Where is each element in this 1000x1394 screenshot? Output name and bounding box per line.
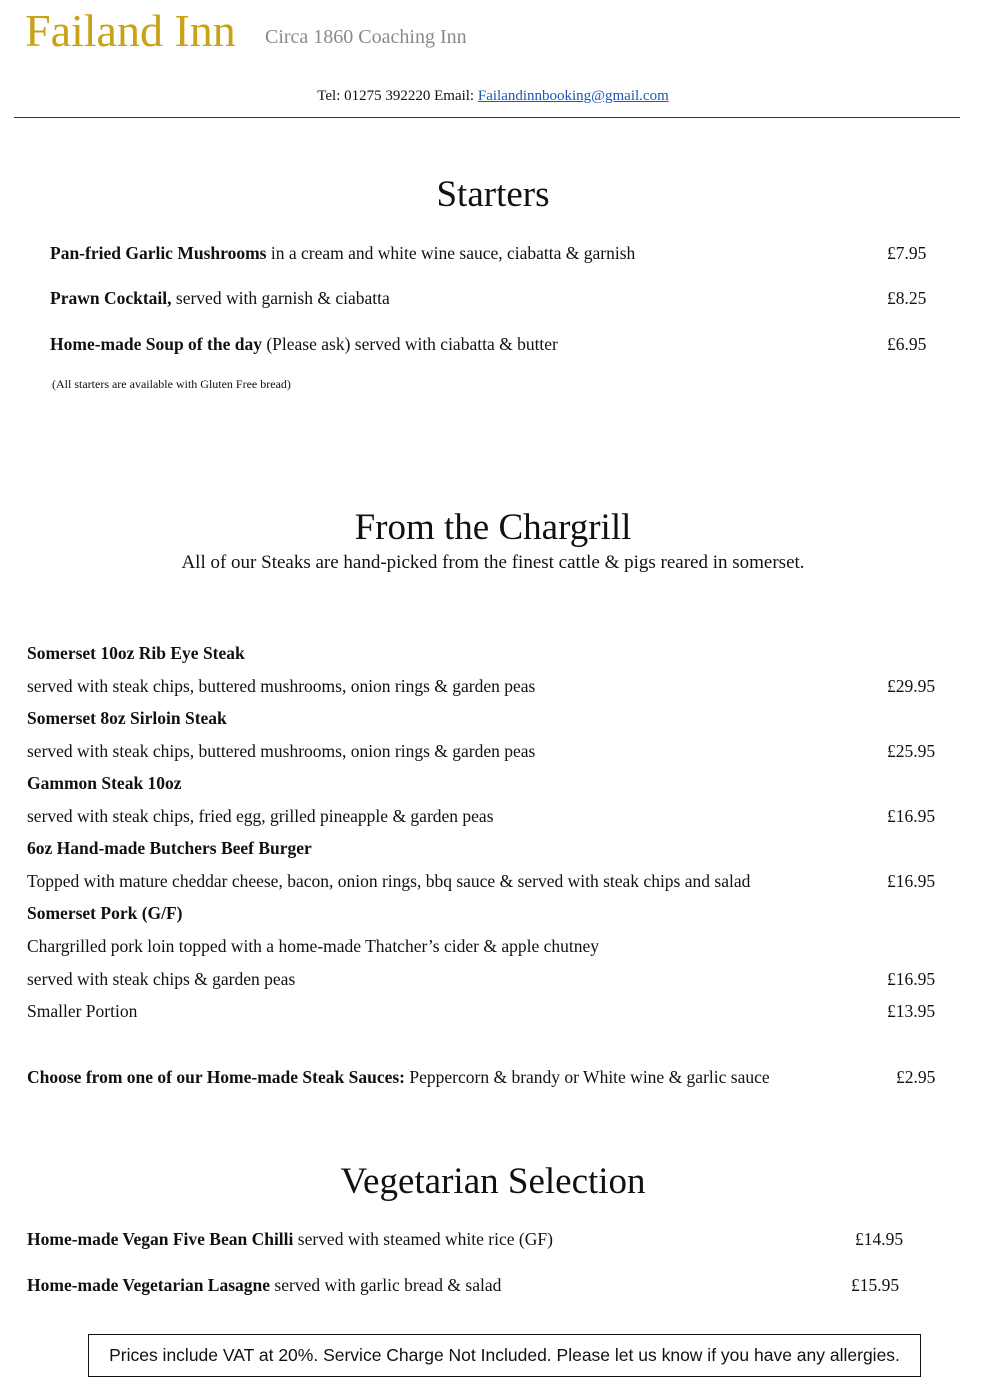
item-name: Home-made Vegan Five Bean Chilli <box>27 1229 294 1249</box>
item-price: £7.95 <box>887 243 927 263</box>
item-desc: Chargrilled pork loin topped with a home-made Thatcher’s cider & apple chutney <box>27 936 599 956</box>
item-name: Prawn Cocktail, <box>50 288 172 308</box>
item-desc: (Please ask) served with ciabatta & butter <box>261 334 558 354</box>
item-price: £2.95 <box>896 1067 936 1087</box>
chargrill-heading: From the Chargrill <box>354 507 632 548</box>
starter-item <box>50 243 635 264</box>
starter-item <box>50 334 558 355</box>
chargrill-subtitle: All of our Steaks are hand-picked from the finest cattle & pigs reared in somerset. <box>181 552 805 573</box>
item-price: £16.95 <box>887 871 936 891</box>
starters-heading: Starters <box>436 174 550 215</box>
item-name: Somerset 8oz Sirloin Steak <box>27 708 227 728</box>
item-desc: in a cream and white wine sauce, ciabatta & garnish <box>266 243 636 263</box>
item-name: Gammon Steak 10oz <box>27 773 182 793</box>
item-desc: served with steak chips, buttered mushrooms, onion rings & garden peas <box>27 676 536 696</box>
email-link[interactable]: Failandinnbooking@gmail.com <box>477 88 669 104</box>
vegetarian-heading: Vegetarian Selection <box>340 1161 646 1202</box>
footer-notice: Prices include VAT at 20%. Service Charge Not Included. Please let us know if you have any allergies. <box>88 1334 921 1377</box>
item-price: £15.95 <box>851 1275 900 1295</box>
header-divider <box>14 117 960 118</box>
item-name: Somerset Pork (G/F) <box>27 903 183 923</box>
item-name: Home-made Soup of the day <box>50 334 262 354</box>
sauces-label: Choose from one of our Home-made Steak Sauces: <box>27 1067 406 1087</box>
starter-item <box>50 288 390 309</box>
item-desc: served with garlic bread & salad <box>270 1275 502 1295</box>
item-price: £25.95 <box>887 741 936 761</box>
item-price: £13.95 <box>887 1001 936 1021</box>
tagline: Circa 1860 Coaching Inn <box>265 26 467 48</box>
item-price: £8.25 <box>887 288 927 308</box>
vegetarian-item <box>27 1229 553 1250</box>
contact-line <box>0 88 986 105</box>
sauces-desc: Peppercorn & brandy or White wine & garlic sauce <box>405 1067 770 1087</box>
contact-phone: Tel: 01275 392220 Email: <box>317 88 478 104</box>
vegetarian-item <box>27 1275 501 1296</box>
item-desc: served with steamed white rice (GF) <box>293 1229 553 1249</box>
item-name: Home-made Vegetarian Lasagne <box>27 1275 271 1295</box>
item-desc: served with steak chips, fried egg, grilled pineapple & garden peas <box>27 806 494 826</box>
item-name: 6oz Hand-made Butchers Beef Burger <box>27 838 312 858</box>
item-desc: Topped with mature cheddar cheese, bacon, onion rings, bbq sauce & served with steak chips and salad <box>27 871 751 891</box>
item-price: £6.95 <box>887 334 927 354</box>
item-price: £16.95 <box>887 969 936 989</box>
item-price: £29.95 <box>887 676 936 696</box>
item-name: Somerset 10oz Rib Eye Steak <box>27 643 245 663</box>
item-price: £14.95 <box>855 1229 904 1249</box>
brand-name: Failand Inn <box>25 5 236 56</box>
sauces-line <box>27 1067 770 1088</box>
item-desc: served with steak chips, buttered mushrooms, onion rings & garden peas <box>27 741 536 761</box>
item-name: Pan-fried Garlic Mushrooms <box>50 243 267 263</box>
starters-note: (All starters are available with Gluten Free bread) <box>52 377 291 391</box>
item-desc: served with garnish & ciabatta <box>171 288 390 308</box>
item-desc: served with steak chips & garden peas <box>27 969 296 989</box>
smaller-portion-label: Smaller Portion <box>27 1001 138 1021</box>
item-price: £16.95 <box>887 806 936 826</box>
